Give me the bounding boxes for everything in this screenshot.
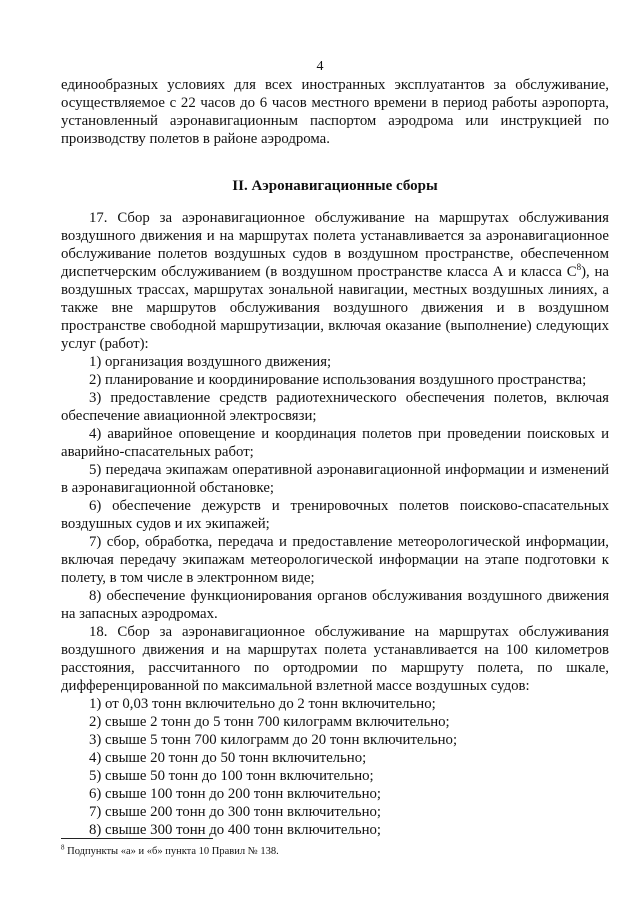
clause-17-item: 1) организация воздушного движения;: [89, 354, 332, 370]
footnote-divider: [61, 838, 213, 839]
section-heading: II. Аэронавигационные сборы: [232, 178, 438, 194]
footnote: [61, 845, 609, 858]
clause-17-item: 8) обеспечение функционирования органов обслуживания воздушного движения на запасных аэродромах.: [61, 588, 609, 622]
clause-18-item: 7) свыше 200 тонн до 300 тонн включительно;: [89, 804, 382, 820]
footnote-text: Подпункты «а» и «б» пункта 10 Правил № 138.: [64, 846, 279, 857]
clause-17-item: 3) предоставление средств радиотехнического обеспечения полетов, включая обеспечение авиационной электросвязи;: [61, 390, 609, 424]
clause-17-item: 5) передача экипажам оперативной аэронавигационной информации и изменений в аэронавигационной обстановке;: [61, 462, 609, 496]
clause-18-item: 3) свыше 5 тонн 700 килограмм до 20 тонн включительно;: [89, 732, 458, 748]
clause-17-item: 4) аварийное оповещение и координация полетов при проведении поисковых и аварийно-спасательных работ;: [61, 426, 609, 460]
clause-18-item: 2) свыше 2 тонн до 5 тонн 700 килограмм включительно;: [89, 714, 450, 730]
clause-18-item: 1) от 0,03 тонн включительно до 2 тонн включительно;: [89, 696, 436, 712]
clause-17-item: 7) сбор, обработка, передача и предоставление метеорологической информации, включая передачу экипажам метеорологической информации на этапе подготовки к полету, в том числе в электронном виде;: [61, 534, 609, 586]
clause-17-item: 6) обеспечение дежурств и тренировочных полетов поисково-спасательных воздушных судов и их экипажей;: [61, 498, 609, 532]
page-number: 4: [316, 59, 324, 74]
clause-17-item: 2) планирование и координирование использования воздушного пространства;: [89, 372, 587, 388]
intro-paragraph: единообразных условиях для всех иностранных эксплуатантов за обслуживание, осуществляемое с 22 часов до 6 часов местного времени в период работы аэропорта, установленный аэронавигационным паспортом аэродрома или инструкцией по производству полетов в районе аэродрома.: [61, 77, 609, 147]
clause-18-item: 4) свыше 20 тонн до 50 тонн включительно;: [89, 750, 367, 766]
footnote-marker: 8: [61, 843, 65, 852]
document-body: [61, 76, 609, 839]
footnote-reference: 8: [576, 262, 582, 273]
clause-18-paragraph: 18. Сбор за аэронавигационное обслуживание на маршрутах обслуживания воздушного движения и на маршрутах полета устанавливается на 100 километров расстояния, рассчитанного по ортодромии по маршруту полета, по шкале, дифференцированной по максимальной взлетной массе воздушных судов:: [61, 624, 609, 694]
clause-17-paragraph: [61, 209, 609, 353]
clause-18-item: 8) свыше 300 тонн до 400 тонн включительно;: [89, 822, 382, 838]
clause-17-text-end: ), на воздушных трассах, маршрутах зональной навигации, местных воздушных линиях, а также вне маршрутов обслуживания воздушного движения и в воздушном пространстве свободной маршрутизации, включая оказание (выполнение) следующих услуг (работ):: [61, 264, 609, 352]
clause-18-item: 6) свыше 100 тонн до 200 тонн включительно;: [89, 786, 382, 802]
clause-18-item: 5) свыше 50 тонн до 100 тонн включительно;: [89, 768, 374, 784]
clause-17-text-start: 17. Сбор за аэронавигационное обслуживание на маршрутах обслуживания воздушного движения и на маршрутах полета устанавливается за аэронавигационное обслуживание полетов воздушных судов в воздушном пространстве, обеспеченном диспетчерским обслуживанием (в воздушном пространстве класса А и класса С: [61, 210, 609, 280]
